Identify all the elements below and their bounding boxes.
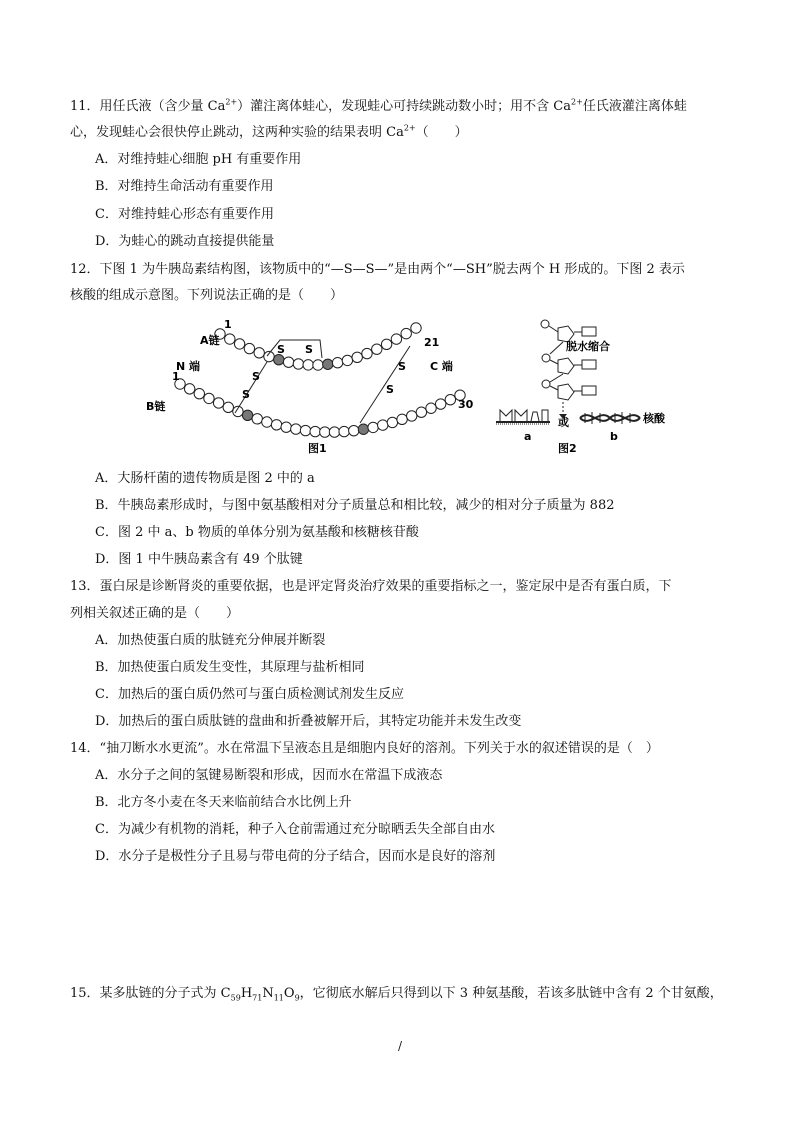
q15-stem-line1: 15．某多肽链的分子式为 $C_{59}H_{71}N_{11}O_9$，它彻底水解后只得到以下 3 种氨基酸，若该多肽链中含有 2 个甘氨酸，	[70, 986, 723, 1003]
b-chain-residue	[252, 414, 262, 424]
b-chain-residue	[378, 420, 388, 430]
label-a-chain: A链	[200, 334, 220, 347]
b-chain-residue	[281, 422, 291, 432]
figure2	[496, 320, 640, 424]
s-label: S	[305, 343, 313, 356]
a-chain-residue	[244, 343, 254, 353]
base-rect	[582, 327, 596, 336]
phosphate-group	[542, 354, 550, 362]
q12-stem-line1: 12．下图 1 为牛胰岛素结构图，该物质中的“—S—S—”是由两个“—SH”脱去两个 H 形成的。下图 2 表示	[70, 262, 685, 277]
b-chain-residue	[435, 399, 445, 409]
q13-option-c: C．加热后的蛋白质仍然可与蛋白质检测试剂发生反应	[95, 687, 404, 702]
b-chain-residue	[387, 417, 397, 427]
figure2-caption: 图2	[558, 442, 577, 455]
b-chain-residue	[223, 402, 233, 412]
a-chain-residue	[293, 359, 303, 369]
a-chain-residue	[391, 334, 401, 344]
s-label: S	[242, 388, 250, 401]
q11-option-b: B．对维持生命活动有重要作用	[95, 179, 274, 194]
base-rect	[582, 386, 596, 395]
label-b: b	[610, 430, 618, 443]
sugar-pentagon	[558, 384, 574, 400]
b-chain-residue	[329, 427, 339, 437]
b-chain-residue	[320, 427, 330, 437]
b-chain-residue	[310, 426, 320, 436]
s-label: S	[252, 370, 260, 383]
a-chain-residue	[313, 360, 323, 370]
phosphate-group	[541, 320, 549, 328]
q12-option-d: D．图 1 中牛胰岛素含有 49 个肽键	[95, 552, 303, 567]
a-chain-residue	[274, 355, 284, 365]
b-chain-residue	[407, 411, 417, 421]
b-chain-residue	[194, 388, 204, 398]
q12-stem-line2: 核酸的组成示意图。下列说法正确的是（ ）	[70, 288, 344, 303]
dna-backbone-a-icon	[500, 410, 548, 421]
b-chain-residue	[242, 410, 252, 420]
page-number: /	[398, 1039, 403, 1053]
a-chain-residue	[352, 352, 362, 362]
q11-option-d: D．为蛙心的跳动直接提供能量	[95, 234, 275, 249]
s-label: S	[386, 383, 394, 396]
label-a: a	[524, 430, 532, 443]
q12-option-c: C．图 2 中 a、b 物质的单体分别为氨基酸和核糖核苷酸	[95, 525, 419, 540]
s-label: S	[398, 360, 406, 373]
label-or: 或	[558, 416, 569, 429]
a-chain-residue	[401, 328, 411, 338]
a-chain-residue	[362, 348, 372, 358]
label-nucleic-acid: 核酸	[643, 412, 665, 425]
q12-figure	[140, 318, 665, 460]
label-c-end: C 端	[430, 360, 453, 373]
q11-option-a: A．对维持蛙心细胞 pH 有重要作用	[95, 152, 302, 167]
b-chain-residue	[416, 407, 426, 417]
q14-stem-line1: 14．“抽刀断水水更流”。水在常温下呈液态且是细胞内良好的溶剂。下列关于水的叙述错误的是（ ）	[70, 741, 659, 756]
label-a-chain-end: 21	[424, 336, 440, 349]
b-chain-residue	[368, 422, 378, 432]
q14-option-c: C．为减少有机物的消耗，种子入仓前需通过充分晾晒丢失全部自由水	[95, 822, 495, 837]
b-chain-residue	[213, 398, 223, 408]
a-chain-residue	[372, 344, 382, 354]
b-chain-residue	[358, 424, 368, 434]
phosphate-group	[542, 380, 550, 388]
q11-stem-line1: 11．用任氏液（含少量 $Ca^{2+}$）灌注离体蛙心，发现蛙心可持续跳动数小时；用不含 $Ca^{2+}$任氏液灌注离体蛙	[70, 97, 687, 114]
b-chain-residue	[339, 426, 349, 436]
q12-option-a: A．大肠杆菌的遗传物质是图 2 中的 a	[95, 471, 315, 486]
figure1-caption: 图1	[308, 442, 327, 455]
b-chain-residue	[204, 393, 214, 403]
q13-option-d: D．加热后的蛋白质肽链的盘曲和折叠被解开后，其特定功能并未发生改变	[95, 714, 522, 729]
a-chain-residue	[381, 339, 391, 349]
q13-stem-line2: 列相关叙述正确的是（ ）	[70, 606, 240, 621]
a-chain-residue	[323, 359, 333, 369]
label-dehydration: 脱水缩合	[566, 340, 610, 353]
q14-option-b: B．北方冬小麦在冬天来临前结合水比例上升	[95, 795, 352, 810]
b-chain-residue	[184, 384, 194, 394]
q12-option-b: B．牛胰岛素形成时，与图中氨基酸相对分子质量总和相比较，减少的相对分子质量为 882	[95, 498, 615, 513]
label-b-chain-end: 30	[458, 398, 474, 411]
a-chain-residue	[303, 360, 313, 370]
q11-stem-line2: 心，发现蛙心会很快停止跳动，这两种实验的结果表明 $Ca^{2+}$（ ）	[70, 123, 468, 140]
b-chain-residue	[300, 425, 310, 435]
q13-stem-line1: 13．蛋白尿是诊断肾炎的重要依据，也是评定肾炎治疗效果的重要指标之一，鉴定尿中是否有蛋白质，下	[70, 579, 672, 594]
a-chain-residue	[332, 358, 342, 368]
q11-option-c: C．对维持蛙心形态有重要作用	[95, 207, 274, 222]
a-chain-residue	[411, 323, 421, 333]
label-a-chain-start: 1	[224, 318, 232, 331]
b-chain-residue	[397, 414, 407, 424]
b-chain-residue	[426, 403, 436, 413]
s-label: S	[277, 343, 285, 356]
b-chain-residue	[349, 425, 359, 435]
a-chain-residue	[254, 348, 264, 358]
a-chain-residue	[283, 357, 293, 367]
sugar-pentagon	[558, 358, 574, 374]
q13-option-b: B．加热使蛋白质发生变性，其原理与盐析相同	[95, 660, 365, 675]
b-chain-residue	[291, 424, 301, 434]
b-chain-residue	[262, 417, 272, 427]
base-rect	[582, 360, 596, 369]
label-b-chain-start: 1	[172, 370, 180, 383]
a-chain-residue	[342, 355, 352, 365]
label-n-end: N 端	[176, 360, 201, 373]
q14-option-d: D．水分子是极性分子且易与带电荷的分子结合，因而水是良好的溶剂	[95, 849, 496, 864]
label-b-chain: B链	[146, 400, 166, 413]
q14-option-a: A．水分子之间的氢键易断裂和形成，因而水在常温下成液态	[95, 768, 443, 783]
b-chain-residue	[445, 394, 455, 404]
b-chain-residue	[271, 420, 281, 430]
a-chain-residue	[234, 339, 244, 349]
a-chain-residue	[225, 334, 235, 344]
q13-option-a: A．加热使蛋白质的肽链充分伸展并断裂	[95, 633, 326, 648]
